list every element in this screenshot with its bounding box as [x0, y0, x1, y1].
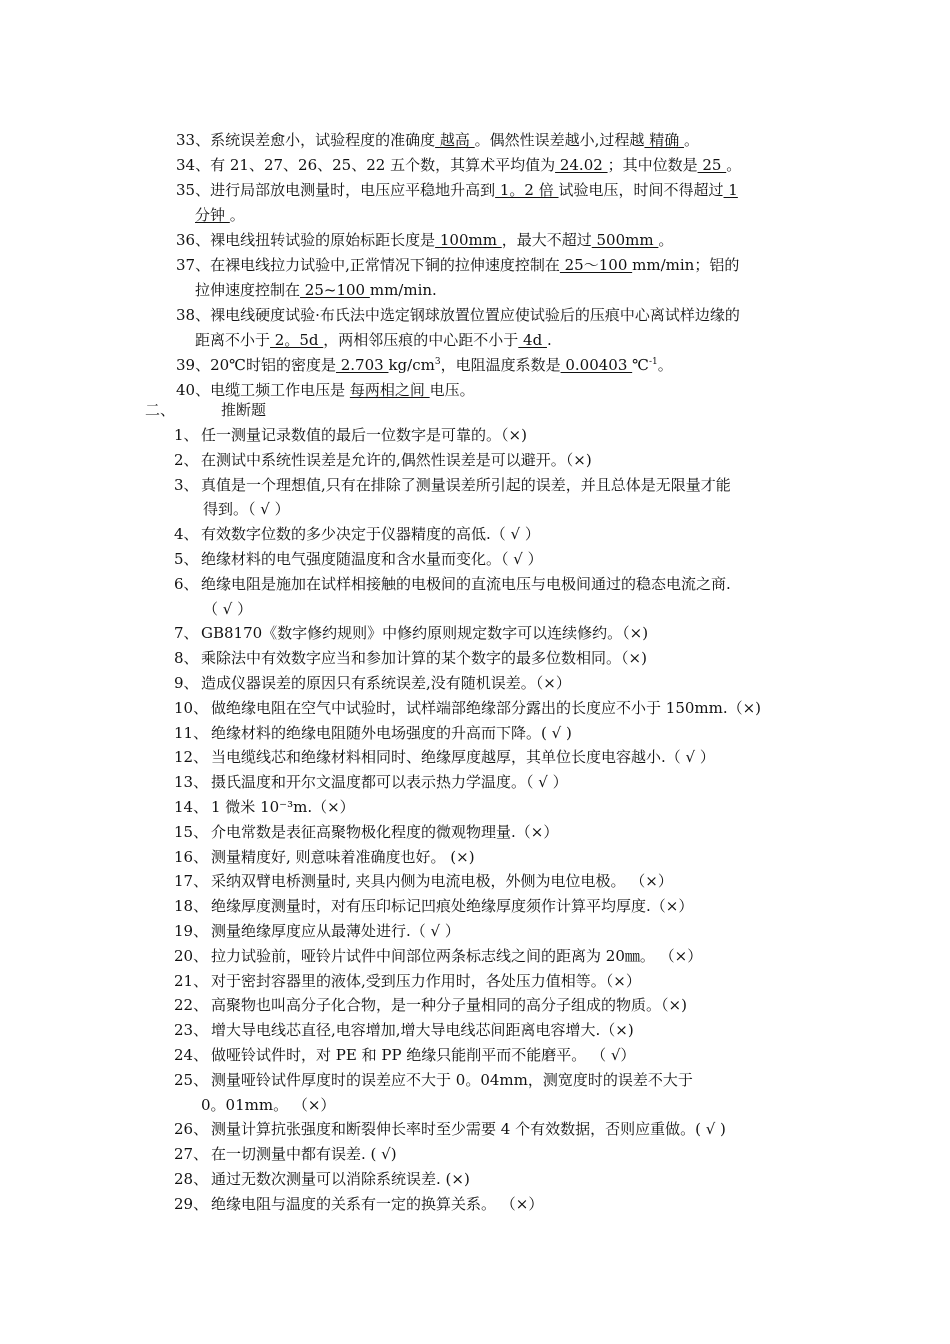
question-text: 摄氏温度和开尔文温度都可以表示热力学温度。（ √ ）	[211, 773, 568, 792]
question-number: 39	[176, 356, 196, 374]
question-text: 、20℃时铝的密度是	[195, 356, 336, 374]
question-text: 当电缆线芯和绝缘材料相同时、绝缘厚度越厚，其单位长度电容越小.（ √ ）	[211, 748, 715, 767]
answer-blank: 500mm	[591, 231, 659, 249]
question-text: 通过无数次测量可以消除系统误差. (×)	[211, 1170, 470, 1188]
question-text: 、在裸电线拉力试验中,正常情况下铜的拉伸速度控制在	[195, 256, 560, 274]
question-text: 做绝缘电阻在空气中试验时，试样端部绝缘部分露出的长度应不小于 150mm.（×)	[211, 698, 762, 717]
question-number: 3、	[174, 475, 199, 494]
answer-blank: 越高	[435, 131, 475, 149]
question-number: 8、	[174, 649, 199, 668]
question-number: 11、	[174, 723, 209, 742]
question-number: 29、	[174, 1194, 209, 1213]
question-text: 有效数字位数的多少决定于仪器精度的高低.（ √ ）	[201, 525, 540, 544]
question-text: （ √ ）	[203, 599, 253, 618]
question-text: ℃	[632, 356, 649, 374]
question-text: 。	[658, 231, 674, 249]
question-number: 9、	[174, 674, 199, 692]
question-number: 21、	[174, 971, 209, 990]
question-text: 。	[726, 156, 742, 174]
question-number: 7、	[174, 624, 199, 643]
question-text: 、有 21、27、26、25、22 五个数，其算术平均值为	[195, 156, 556, 174]
question-text: 任一测量记录数值的最后一位数字是可靠的。（×)	[201, 426, 527, 444]
question-number: 14、	[174, 798, 209, 816]
question-text: 真值是一个理想值,只有在排除了测量误差所引起的误差，并且总体是无限量才能	[201, 475, 731, 494]
section-title: 推断题	[221, 401, 267, 419]
answer-blank: 0.00403	[560, 356, 633, 374]
question-number: 6、	[174, 574, 199, 593]
answer-blank: 24.02	[555, 156, 608, 174]
question-text: 1 微米 10⁻³m.（×）	[211, 798, 355, 816]
question-text: 介电常数是表征高聚物极化程度的微观物理量.（×）	[211, 822, 559, 841]
question-text: 、电缆工频工作电压是	[195, 381, 350, 399]
fill-question	[176, 230, 673, 250]
question-number: 22、	[174, 996, 209, 1015]
answer-blank: 25～100	[559, 256, 633, 274]
question-text: 。	[657, 356, 673, 374]
question-text: GB8170《数字修约规则》中修约原则规定数字可以连续修约。（×)	[201, 624, 649, 643]
fill-question-continuation	[195, 330, 552, 350]
question-text: 造成仪器误差的原因只有系统误差,没有随机误差。（×）	[201, 674, 571, 692]
question-text: 。	[229, 206, 245, 224]
question-number: 36	[176, 231, 196, 249]
answer-blank: 每两相之间	[349, 381, 430, 399]
question-text: mm/min；铝的	[632, 256, 740, 274]
question-text: 对于密封容器里的液体,受到压力作用时，各处压力值相等。（×）	[211, 971, 641, 990]
question-text: 、裸电线扭转试验的原始标距长度是	[195, 231, 436, 249]
question-number: 10、	[174, 698, 209, 717]
question-text: 在测试中系统性误差是允许的,偶然性误差是可以避开。（×)	[201, 450, 592, 469]
question-number: 20、	[174, 946, 209, 965]
question-number: 38	[176, 306, 196, 324]
question-number: 34	[176, 156, 196, 174]
question-number: 2、	[174, 450, 199, 469]
section-number: 二、	[145, 401, 176, 419]
question-text: 测量计算抗张强度和断裂伸长率时至少需要 4 个有效数据，否则应重做。( √ )	[211, 1120, 726, 1139]
question-text: 绝缘电阻是施加在试样相接触的电极间的直流电压与电极间通过的稳态电流之商.	[201, 574, 731, 593]
answer-blank: 2.703	[335, 356, 389, 374]
question-number: 17、	[174, 872, 209, 891]
question-text: 增大导电线芯直径,电容增加,增大导电线芯间距离电容增大.（×)	[211, 1021, 634, 1040]
question-text: 、裸电线硬度试验·布氏法中选定钢球放置位置应使试验后的压痕中心离试样边缘的	[195, 306, 740, 324]
question-text: kg/cm	[388, 356, 435, 374]
superscript: -1	[648, 357, 658, 367]
fill-question	[176, 180, 738, 200]
question-text: 距离不小于	[195, 331, 271, 349]
question-text: 、系统误差愈小，试验程度的准确度	[195, 131, 436, 149]
question-number: 1、	[174, 426, 199, 444]
question-text: 拉伸速度控制在	[195, 281, 301, 299]
question-number: 16、	[174, 847, 209, 866]
superscript: 3	[434, 357, 441, 367]
question-number: 19、	[174, 922, 209, 940]
fill-question	[176, 355, 673, 375]
question-text: mm/min.	[369, 281, 437, 299]
question-number: 23、	[174, 1021, 209, 1040]
question-number: 37	[176, 256, 196, 274]
question-text: 0。01mm。 （×）	[201, 1095, 336, 1114]
question-number: 13、	[174, 773, 209, 792]
question-number: 26、	[174, 1120, 209, 1139]
question-number: 5、	[174, 550, 199, 568]
question-text: 绝缘材料的电气强度随温度和含水量而变化。（ √ ）	[201, 550, 543, 568]
question-text: 采纳双臂电桥测量时, 夹具内侧为电流电极，外侧为电位电极。 （×）	[211, 872, 673, 891]
question-text: 做哑铃试件时，对 PE 和 PP 绝缘只能削平而不能磨平。 （ √）	[211, 1046, 636, 1064]
question-text: 绝缘厚度测量时，对有压印标记凹痕处绝缘厚度须作计算平均厚度.（×）	[211, 897, 694, 916]
answer-blank: 1。2 倍	[495, 181, 559, 199]
question-text: 电压。	[429, 381, 475, 399]
question-number: 33	[176, 131, 196, 149]
question-text: 拉力试验前，哑铃片试件中间部位两条标志线之间的距离为 20㎜。 （×）	[211, 946, 703, 965]
question-number: 12、	[174, 748, 209, 767]
question-text: 测量精度好, 则意味着准确度也好。 (×)	[211, 847, 475, 866]
answer-blank: 精确	[644, 131, 684, 149]
question-text: 得到。（ √ ）	[203, 500, 290, 519]
question-text: 测量绝缘厚度应从最薄处进行.（ √ ）	[211, 922, 460, 940]
question-text: ，最大不超过	[501, 231, 592, 249]
answer-blank: 25~100	[300, 281, 370, 299]
question-text: ，电阻温度系数是	[440, 356, 561, 374]
answer-blank: 4d	[518, 331, 547, 349]
answer-blank: 分钟	[195, 206, 230, 224]
question-text: .	[546, 331, 552, 349]
question-text: ，两相邻压痕的中心距不小于	[323, 331, 519, 349]
question-number: 24、	[174, 1046, 209, 1064]
answer-blank: 2。5d	[270, 331, 324, 349]
question-number: 28、	[174, 1170, 209, 1188]
question-text: ；其中位数是	[607, 156, 698, 174]
fill-question	[176, 255, 739, 275]
fill-question	[176, 305, 740, 325]
question-number: 35	[176, 181, 196, 199]
question-text: 高聚物也叫高分子化合物，是一种分子量相同的高分子组成的物质。（×)	[211, 996, 687, 1015]
answer-blank: 25	[697, 156, 727, 174]
fill-question	[176, 155, 741, 175]
question-number: 4、	[174, 525, 199, 544]
question-number: 15、	[174, 822, 209, 841]
answer-blank: 1	[723, 181, 738, 199]
question-text: 在一切测量中都有误差. ( √)	[211, 1145, 397, 1164]
answer-blank: 100mm	[435, 231, 502, 249]
question-number: 25、	[174, 1070, 209, 1089]
fill-question	[176, 380, 475, 400]
question-text: 。	[683, 131, 699, 149]
question-number: 40	[176, 381, 196, 399]
question-text: 、进行局部放电测量时，电压应平稳地升高到	[195, 181, 496, 199]
question-text: 测量哑铃试件厚度时的误差应不大于 0。04mm，测宽度时的误差不大于	[211, 1070, 693, 1089]
fill-question-continuation	[195, 280, 437, 300]
question-text: 。偶然性误差越小,过程越	[474, 131, 645, 149]
question-text: 绝缘电阻与温度的关系有一定的换算关系。 （×）	[211, 1194, 544, 1213]
fill-question-continuation	[195, 205, 245, 225]
question-text: 绝缘材料的绝缘电阻随外电场强度的升高而下降。( √ )	[211, 723, 572, 742]
section-heading	[145, 400, 266, 420]
question-text: 试验电压，时间不得超过	[558, 181, 724, 199]
question-number: 18、	[174, 897, 209, 916]
question-number: 27、	[174, 1145, 209, 1164]
fill-question	[176, 130, 699, 150]
question-text: 乘除法中有效数字应当和参加计算的某个数字的最多位数相同。（×)	[201, 649, 647, 668]
